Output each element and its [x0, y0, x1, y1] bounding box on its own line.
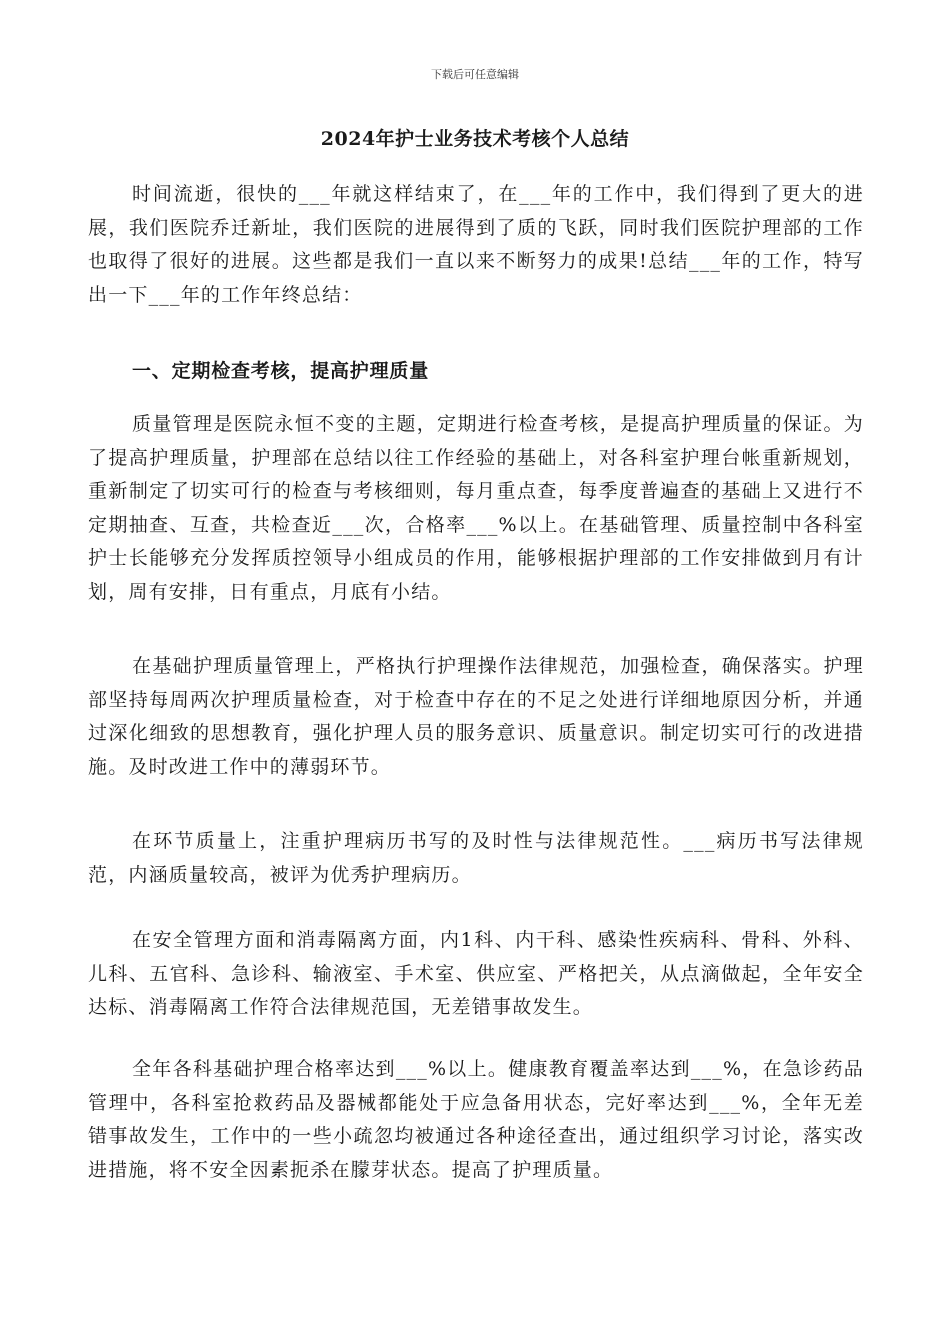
body-paragraph: 质量管理是医院永恒不变的主题，定期进行检查考核，是提高护理质量的保证。为了提高护理质量，护理部在总结以往工作经验的基础上，对各科室护理台帐重新规划，重新制定了切实可行的检查与考核细则，每月重点查，每季度普遍查的基础上又进行不定期抽查、互查，共检查近___次，合格率___%以上。在基础管理、质量控制中各科室护士长能够充分发挥质控领导小组成员的作用，能够根据护理部的工作安排做到月有计划，周有安排，日有重点，月底有小结。	[88, 413, 864, 603]
document-title: 2024年护士业务技术考核个人总结	[320, 128, 630, 150]
body-paragraph: 全年各科基础护理合格率达到___%以上。健康教育覆盖率达到___%，在急诊药品管理中，各科室抢救药品及器械都能处于应急备用状态，完好率达到___%，全年无差错事故发生，工作中的一些小疏忽均被通过各种途径查出，通过组织学习讨论，落实改进措施，将不安全因素扼杀在朦芽状态。提高了护理质量。	[88, 1058, 864, 1181]
body-paragraph: 在基础护理质量管理上，严格执行护理操作法律规范，加强检查，确保落实。护理部坚持每周两次护理质量检查，对于检查中存在的不足之处进行详细地原因分析，并通过深化细致的思想教育，强化护理人员的服务意识、质量意识。制定切实可行的改进措施。及时改进工作中的薄弱环节。	[88, 655, 864, 778]
header-note: 下载后可任意编辑	[431, 68, 519, 81]
body-paragraph: 在安全管理方面和消毒隔离方面，内1科、内干科、感染性疾病科、骨科、外科、儿科、五官科、急诊科、输液室、手术室、供应室、严格把关，从点滴做起，全年安全达标、消毒隔离工作符合法律规范国，无差错事故发生。	[88, 929, 864, 1018]
intro-paragraph: 时间流逝，很快的___年就这样结束了，在___年的工作中，我们得到了更大的进展，我们医院乔迁新址，我们医院的进展得到了质的飞跃，同时我们医院护理部的工作也取得了很好的进展。这些都是我们一直以来不断努力的成果!总结___年的工作，特写出一下___年的工作年终总结：	[88, 183, 864, 306]
body-paragraph: 在环节质量上，注重护理病历书写的及时性与法律规范性。___病历书写法律规范，内涵质量较高，被评为优秀护理病历。	[88, 830, 864, 886]
section-heading: 一、定期检查考核，提高护理质量	[132, 360, 430, 382]
